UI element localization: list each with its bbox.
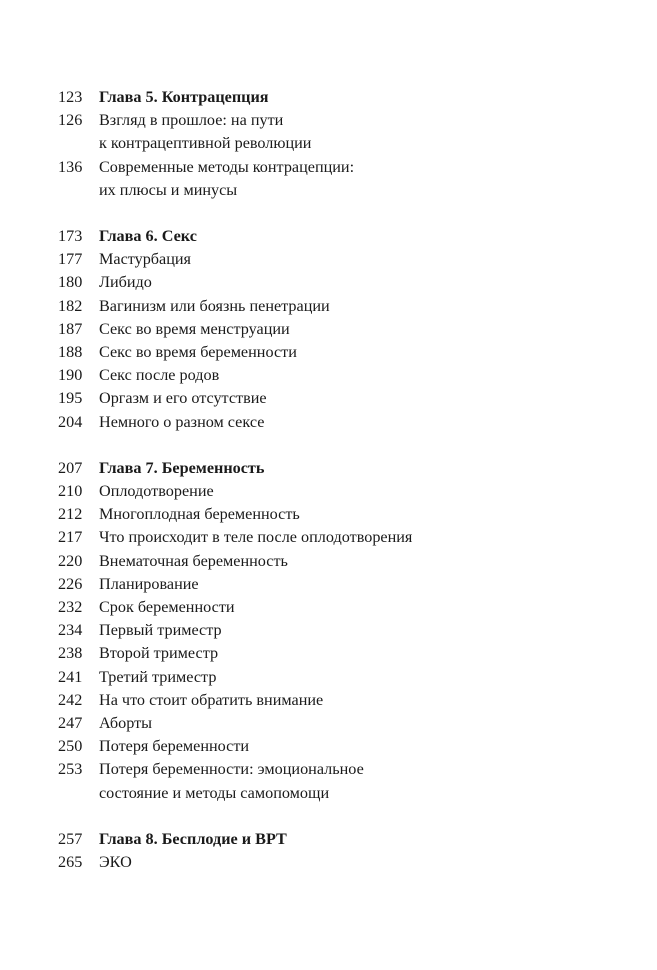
entry-title: Внематочная беременность xyxy=(99,551,288,570)
chapter-7 xyxy=(58,457,618,805)
toc-entry[interactable] xyxy=(58,295,618,318)
toc-entry[interactable] xyxy=(58,689,618,712)
page-number: 190 xyxy=(58,366,83,385)
toc-entry[interactable] xyxy=(58,550,618,573)
page-number: 234 xyxy=(58,621,83,640)
page-number: 265 xyxy=(58,853,83,872)
page-number: 247 xyxy=(58,714,83,733)
page-number: 182 xyxy=(58,296,83,315)
toc-entry[interactable] xyxy=(58,503,618,526)
toc-entry[interactable] xyxy=(58,156,618,202)
chapter-heading[interactable] xyxy=(58,828,618,851)
entry-title: Секс во время менструации xyxy=(99,319,290,338)
toc-entry[interactable] xyxy=(58,596,618,619)
entry-title: Современные методы контрацепции: их плюсы и минусы xyxy=(99,157,355,199)
page-number: 257 xyxy=(58,829,83,848)
page-number: 253 xyxy=(58,760,83,779)
toc-entry[interactable] xyxy=(58,109,618,155)
entry-title: Планирование xyxy=(99,574,199,593)
toc-entry[interactable] xyxy=(58,526,618,549)
entry-title: Секс после родов xyxy=(99,366,220,385)
entry-title: Потеря беременности xyxy=(99,737,250,756)
entry-title: Немного о разном сексе xyxy=(99,412,265,431)
chapter-heading[interactable] xyxy=(58,86,618,109)
chapter-heading[interactable] xyxy=(58,225,618,248)
toc-entry[interactable] xyxy=(58,248,618,271)
entry-title: Оргазм и его отсутствие xyxy=(99,389,267,408)
toc-entry[interactable] xyxy=(58,480,618,503)
entry-title: Многоплодная беременность xyxy=(99,505,300,524)
chapter-title: Глава 5. Контрацепция xyxy=(99,88,269,106)
chapter-title: Глава 8. Бесплодие и ВРТ xyxy=(99,829,287,848)
page-number: 126 xyxy=(58,111,83,130)
entry-title: Аборты xyxy=(99,714,153,733)
page-number: 232 xyxy=(58,598,83,617)
toc-entry[interactable] xyxy=(58,758,618,804)
entry-title: Срок беременности xyxy=(99,598,235,617)
entry-title: ЭКО xyxy=(99,853,132,872)
chapter-title: Глава 7. Беременность xyxy=(99,458,265,477)
page-number: 187 xyxy=(58,319,83,338)
page-number: 226 xyxy=(58,574,83,593)
toc-entry[interactable] xyxy=(58,364,618,387)
chapter-6 xyxy=(58,225,618,434)
chapter-8 xyxy=(58,828,618,874)
page-number: 195 xyxy=(58,389,83,408)
entry-title: Вагинизм или боязнь пенетрации xyxy=(99,296,330,315)
page-number: 210 xyxy=(58,482,83,501)
table-of-contents xyxy=(58,86,618,897)
page-number: 204 xyxy=(58,412,83,431)
toc-entry[interactable] xyxy=(58,271,618,294)
toc-entry[interactable] xyxy=(58,387,618,410)
entry-title: На что стоит обратить внимание xyxy=(99,690,324,709)
toc-entry[interactable] xyxy=(58,735,618,758)
entry-title: Второй триместр xyxy=(99,644,219,663)
entry-title: Потеря беременности: эмоциональное состояние и методы самопомощи xyxy=(99,760,364,802)
page-number: 217 xyxy=(58,528,83,547)
page-number: 177 xyxy=(58,250,83,269)
toc-entry[interactable] xyxy=(58,666,618,689)
chapter-title: Глава 6. Секс xyxy=(99,227,197,246)
chapter-5 xyxy=(58,86,618,202)
page-number: 207 xyxy=(58,458,83,477)
toc-entry[interactable] xyxy=(58,411,618,434)
toc-entry[interactable] xyxy=(58,318,618,341)
page-number: 212 xyxy=(58,505,83,524)
entry-title: Первый триместр xyxy=(99,621,222,640)
page-number: 220 xyxy=(58,551,83,570)
entry-title: Либидо xyxy=(99,273,152,292)
toc-entry[interactable] xyxy=(58,642,618,665)
page-number: 188 xyxy=(58,343,83,362)
toc-entry[interactable] xyxy=(58,851,618,874)
page-number: 136 xyxy=(58,157,83,176)
page-number: 238 xyxy=(58,644,83,663)
page-number: 180 xyxy=(58,273,83,292)
entry-title: Взгляд в прошлое: на пути к контрацептивной революции xyxy=(99,111,312,153)
toc-entry[interactable] xyxy=(58,573,618,596)
entry-title: Секс во время беременности xyxy=(99,343,297,362)
page-number: 241 xyxy=(58,667,83,686)
page-number: 242 xyxy=(58,690,83,709)
chapter-heading[interactable] xyxy=(58,457,618,480)
page-number: 250 xyxy=(58,737,83,756)
page-number: 123 xyxy=(58,88,83,106)
entry-title: Оплодотворение xyxy=(99,482,214,501)
entry-title: Что происходит в теле после оплодотворения xyxy=(99,528,413,547)
toc-entry[interactable] xyxy=(58,619,618,642)
entry-title: Мастурбация xyxy=(99,250,192,269)
page-number: 173 xyxy=(58,227,83,246)
toc-entry[interactable] xyxy=(58,712,618,735)
toc-entry[interactable] xyxy=(58,341,618,364)
entry-title: Третий триместр xyxy=(99,667,217,686)
